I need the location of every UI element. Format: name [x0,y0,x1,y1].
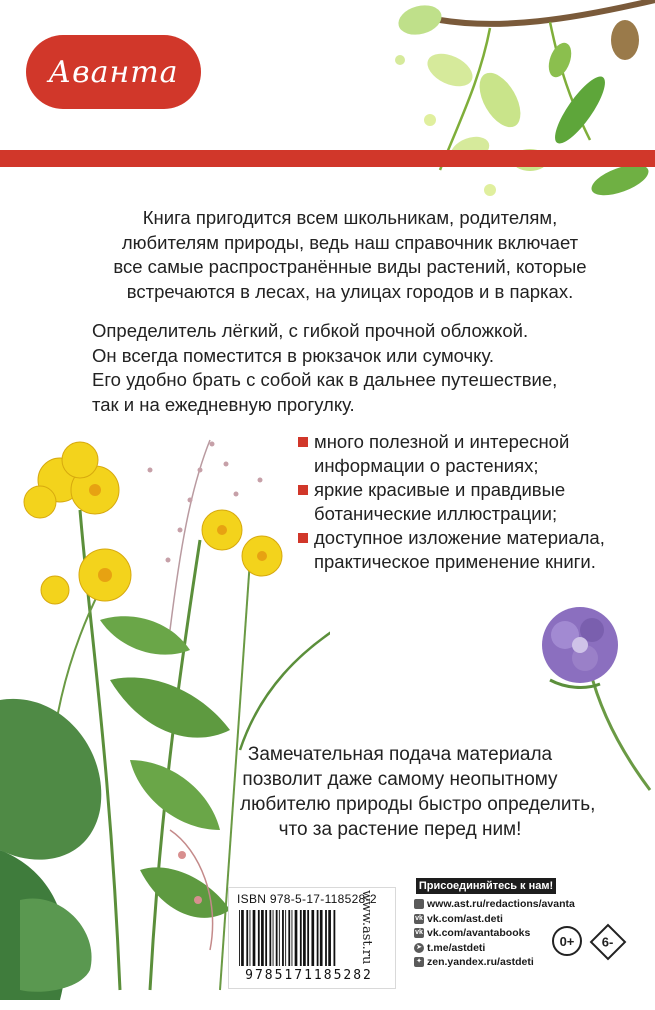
feature-line: доступное изложение материала, [314,527,605,548]
barcode-bar [295,910,298,966]
publisher-logo: Аванта [26,35,201,109]
feature-line: ботанические иллюстрации; [314,503,558,524]
barcode-bar [325,910,327,966]
vk-icon: vk [414,928,424,938]
social-link[interactable] [414,941,575,956]
social-links-list [414,897,575,970]
social-link-text: vk.com/avantabooks [427,927,531,939]
intro-paragraph [90,206,610,304]
about-paragraph [92,319,557,417]
intro-line: любителям природы, ведь наш справочник включает [121,231,579,253]
barcode-bar [250,910,251,966]
barcode-bar [279,910,280,966]
barcode-bar [317,910,319,966]
social-link-text: zen.yandex.ru/astdeti [427,956,534,968]
barcode-bar [253,910,256,966]
feature-line: много полезной и интересной [314,431,570,452]
closing-line: что за растение перед ним! [278,819,522,840]
closing-line: любителю природы быстро определить, [240,794,596,815]
about-line: Он всегда поместится в рюкзачок или сумочку. [92,344,495,366]
social-link[interactable] [414,897,575,912]
feature-item [314,526,605,574]
closing-line: позволит даже самому неопытному [242,769,558,790]
about-line: Его удобно брать с собой как в дальнее путешествие, [92,369,558,390]
site-vertical-label: www.ast.ru [359,890,374,965]
barcode-bar [285,910,286,966]
social-link-text: t.me/astdeti [427,941,486,954]
about-line: так и на ежедневную прогулку. [92,393,355,415]
barcode-bar [261,910,264,966]
intro-line: все самые распространённые виды растений, которые [113,256,587,277]
intro-line: встречаются в лесах, на улицах городов и в парках. [126,280,574,302]
barcode-bar [273,910,274,966]
bullet-square-icon [298,533,308,543]
features-list [314,430,605,574]
barcode-bar [239,910,240,966]
vk-icon: vk [414,914,424,924]
barcode-bar [288,910,290,966]
barcode-bar [328,910,331,966]
barcode-bar [258,910,260,966]
barcode-bar [311,910,314,966]
barcode-bar [307,910,309,966]
header-stripe [0,150,655,167]
barcode-bar [269,910,271,966]
barcode-bar [320,910,323,966]
age-rating-diamond-text: 6- [602,934,614,950]
barcode-bar [292,910,293,966]
social-link[interactable] [414,926,575,941]
about-line: Определитель лёгкий, с гибкой прочной обложкой. [92,320,529,341]
barcode-bar [303,910,306,966]
barcode-bar [246,910,248,966]
barcode-digits: 9785171185282 [245,968,373,983]
join-us-header: Присоединяйтесь к нам! [416,878,556,894]
intro-line: Книга пригодится всем школьникам, родителям, [142,207,558,228]
maple-branch-illustration [320,0,655,220]
globe-icon [414,899,424,909]
feature-item [314,430,605,478]
telegram-icon: ➤ [414,943,424,953]
barcode-bar [300,910,302,966]
feature-line: яркие красивые и правдивые [314,479,566,500]
social-link-text: vk.com/ast.deti [427,912,503,925]
isbn-label: ISBN 978-5-17-118528-2 [237,892,377,906]
feature-item [314,478,605,526]
closing-paragraph [240,742,596,842]
barcode-bar [282,910,284,966]
barcode-bar [265,910,267,966]
barcode-bar [276,910,278,966]
social-link[interactable] [414,912,575,927]
age-rating-diamond [590,924,627,961]
bullet-square-icon [298,485,308,495]
bullet-square-icon [298,437,308,447]
feature-line: информации о растениях; [314,455,539,476]
feature-line: практическое применение книги. [314,551,596,572]
zen-icon: ✦ [414,957,424,967]
social-link[interactable] [414,955,575,970]
social-link-text: www.ast.ru/redactions/avanta [427,898,575,910]
closing-line: Замечательная подача материала [247,744,553,765]
barcode-bar [241,910,244,966]
age-rating-badge: 0+ [552,926,582,956]
barcode-bar [334,910,336,966]
